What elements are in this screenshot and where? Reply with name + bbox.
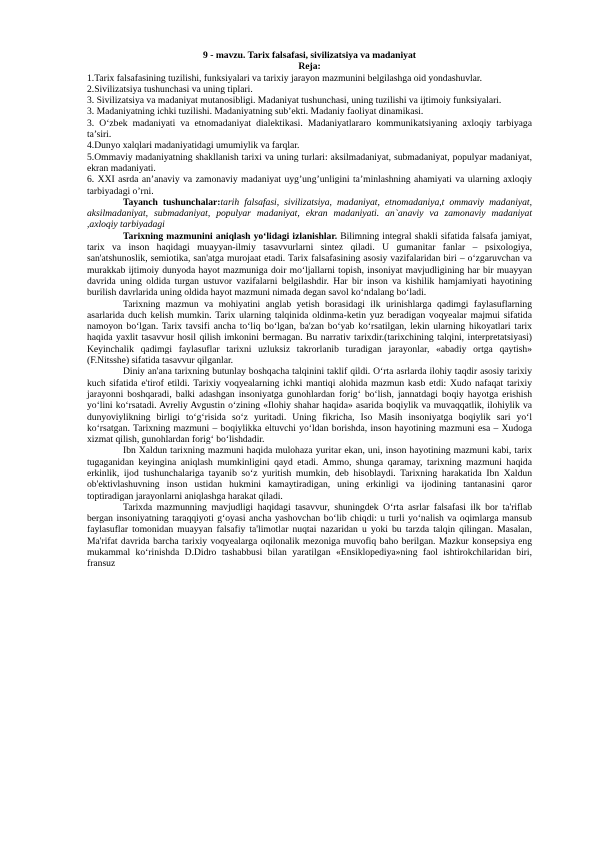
plan-item: 3. O‘zbek madaniyati va etnomadaniyat dialektikasi. Madaniyatlararo kommunikatsiyaning axloqiy tarbiyaga ta’siri. [87,117,532,141]
section-heading: Tarixning mazmunini aniqlash yo‘lidagi izlanishlar. [123,230,338,242]
plan-item: 1.Tarix falsafasining tuzilishi, funksiyalari va tarixiy jarayon mazmunini belgilashga oid yondashuvlar. [87,72,482,84]
keywords-text: tarih falsafasi, sivilizatsiya, madaniyat, etnomadaniya,t ommaviy madaniyat, aksilmadaniyat, submadaniyat, populyar madaniyat, ekran madaniyati. an`anaviy va zamonaviy madaniyat ,axloqiy tarbiyadagi [87,196,532,231]
plan-item: 3. Madaniyatning ichki tuzilishi. Madaniyatning sub’ekti. Madaniy faoliyat dinamikasi. [87,106,424,118]
plan-item: 5.Ommaviy madaniyatning shakllanish tarixi va uning turlari: aksilmadaniyat, submadaniyat, populyar madaniyat, ekran madaniyati. [87,151,532,174]
plan-item: 4.Dunyo xalqlari madaniyatidagi umumiylik va farqlar. [87,140,300,152]
body-paragraph-5: Tarixda mazmunning mavjudligi haqidagi tasavvur, shuningdek O‘rta asrlar falsafasi ilk bor ta'riflab bergan insoniyatning taraqqiyoti g‘oyasi ancha yashovchan bo‘lib chiqdi: u turli yo‘nalish va oqimlarga mansub faylasuflar tomonidan muayyan falsafiy ta'limotlar nuqtai nazaridan u yoki bu tarzda talqin qilingan. Masalan, Ma'rifat davrida barcha tarixiy voqyealarga oqilonalik mezoniga muvofiq baho berilgan. Mazkur konsepsiya eng mukammal ko‘rinishda D.Didro tashabbusi bilan yaratilgan «Ensiklopediya»ning faol ishtirokchilaridan biri, fransuz [87,501,532,570]
body-paragraph-2: Tarixning mazmun va mohiyatini anglab yetish borasidagi ilk urinishlarga qadimgi faylasuflarning asarlarida duch kelish mumkin. Tarix ularning talqinida oldinma-ketin yuz beradigan voqyealar majmui sifatida namoyon bo‘lgan. Tarix tavsifi ancha to‘liq bo‘lgan, ba'zan bo‘yab ko‘rsatilgan, lekin ularning hikoyatlari tarix haqida yaxlit tasavvur hosil qilish imkonini bermagan. Bu narrativ tarixdir.(tarixchining talqini, interpretatsiyasi) Keyinchalik qadimgi faylasuflar tarixni uzluksiz takrorlanib turadigan jarayonlar, «abadiy ortga qaytish» (F.Nitsshe) sifatida tasavvur qilganlar. [87,298,532,367]
body-paragraph-4: Ibn Xaldun tarixning mazmuni haqida mulohaza yuritar ekan, uni, inson hayotining mazmuni kabi, tarix tugaganidan keyingina aniqlash mumkinligini qayd etadi. Ammo, shunga qaramay, tarixning mazmuni haqida erkinlik, ijod tushunchalariga tayanib so‘z yuritish mumkin, deb hisoblaydi. Tarixning harakatida Ibn Xaldun ob'ektivlashuvning inson ustidan hukmini kamaytiradigan, uning erkinligi va ijodining tantanasini qaror toptiradigan jarayonlarni aniqlashga harakat qiladi. [87,445,532,502]
plan-heading: Reja: [298,61,321,73]
paragraph-text: Bilimning integral shakli sifatida falsafa jamiyat, tarix va inson haqidagi muayyan-ilmiy tasavvurlarni sintez qiladi. U gumanitar fanlar – psixologiya, san'atshunoslik, semiotika, san'atga murojaat etadi. Tarix falsafasining asosiy vazifalaridan biri – o‘zgaruvchan va murakkab ijtimoiy dunyoda hayot mazmuniga doir mo‘ljallarni topish, insoniyat mavjudligining har bir muayyan davrida uning oldida turgan ustuvor vazifalarni belgilashdir. Har bir inson va kishilik hamjamiyati hayotining burilish davrlarida uning oldida hayot mazmuni nimada degan savol ko‘ndalang bo‘ladi. [87,230,532,299]
plan-item: 3. Sivilizatsiya va madaniyat mutanosibligi. Madaniyat tushunchasi, uning tuzilishi va ijtimoiy funksiyalari. [87,95,502,107]
document-page [87,50,532,570]
keywords-label: Tayanch tushunchalar: [123,196,221,208]
keywords-paragraph [87,197,532,231]
plan-list [87,73,532,197]
plan-item: 2.Sivilizatsiya tushunchasi va uning tiplari. [87,83,253,95]
body-paragraph-1 [87,231,532,299]
plan-item: 6. XXI asrda an’anaviy va zamonaviy madaniyat uyg’ung’unligini ta’minlashning ahamiyati va ularning axloqiy tarbiyadagi o’rni. [87,174,532,197]
body-paragraph-3: Diniy an'ana tarixning butunlay boshqacha talqinini taklif qildi. O‘rta asrlarda ilohiy taqdir asosiy tarixiy kuch sifatida e'tirof etildi. Tarixiy voqyealarning ichki mantiqi alohida mazmun kasb etdi: Xudo nafaqat tarixiy jarayonni boshqaradi, balki adashgan insoniyatga gunohlardan forig‘ bo‘lish, jannatdagi boqiy hayotga erishish yo‘lini ko‘rsatadi. Avreliy Avgustin o‘zining «Ilohiy shahar haqida» asarida boqiylik va muvaqqatlik, ilohiylik va dunyoviylikning birligi to‘g‘risida so‘z yuritadi. Uning fikricha, Iso Masih insoniyatga boqiylik sari yo‘l ko‘rsatgan. Tarixning mazmuni – boqiylikka eltuvchi yo‘ldan borishda, inson hayotining mazmuni esa – Xudoga xizmat qilish, gunohlardan forig‘ bo‘lishdadir. [87,366,532,446]
page-title: 9 - mavzu. Tarix falsafasi, sivilizatsiya va madaniyat [203,50,416,61]
